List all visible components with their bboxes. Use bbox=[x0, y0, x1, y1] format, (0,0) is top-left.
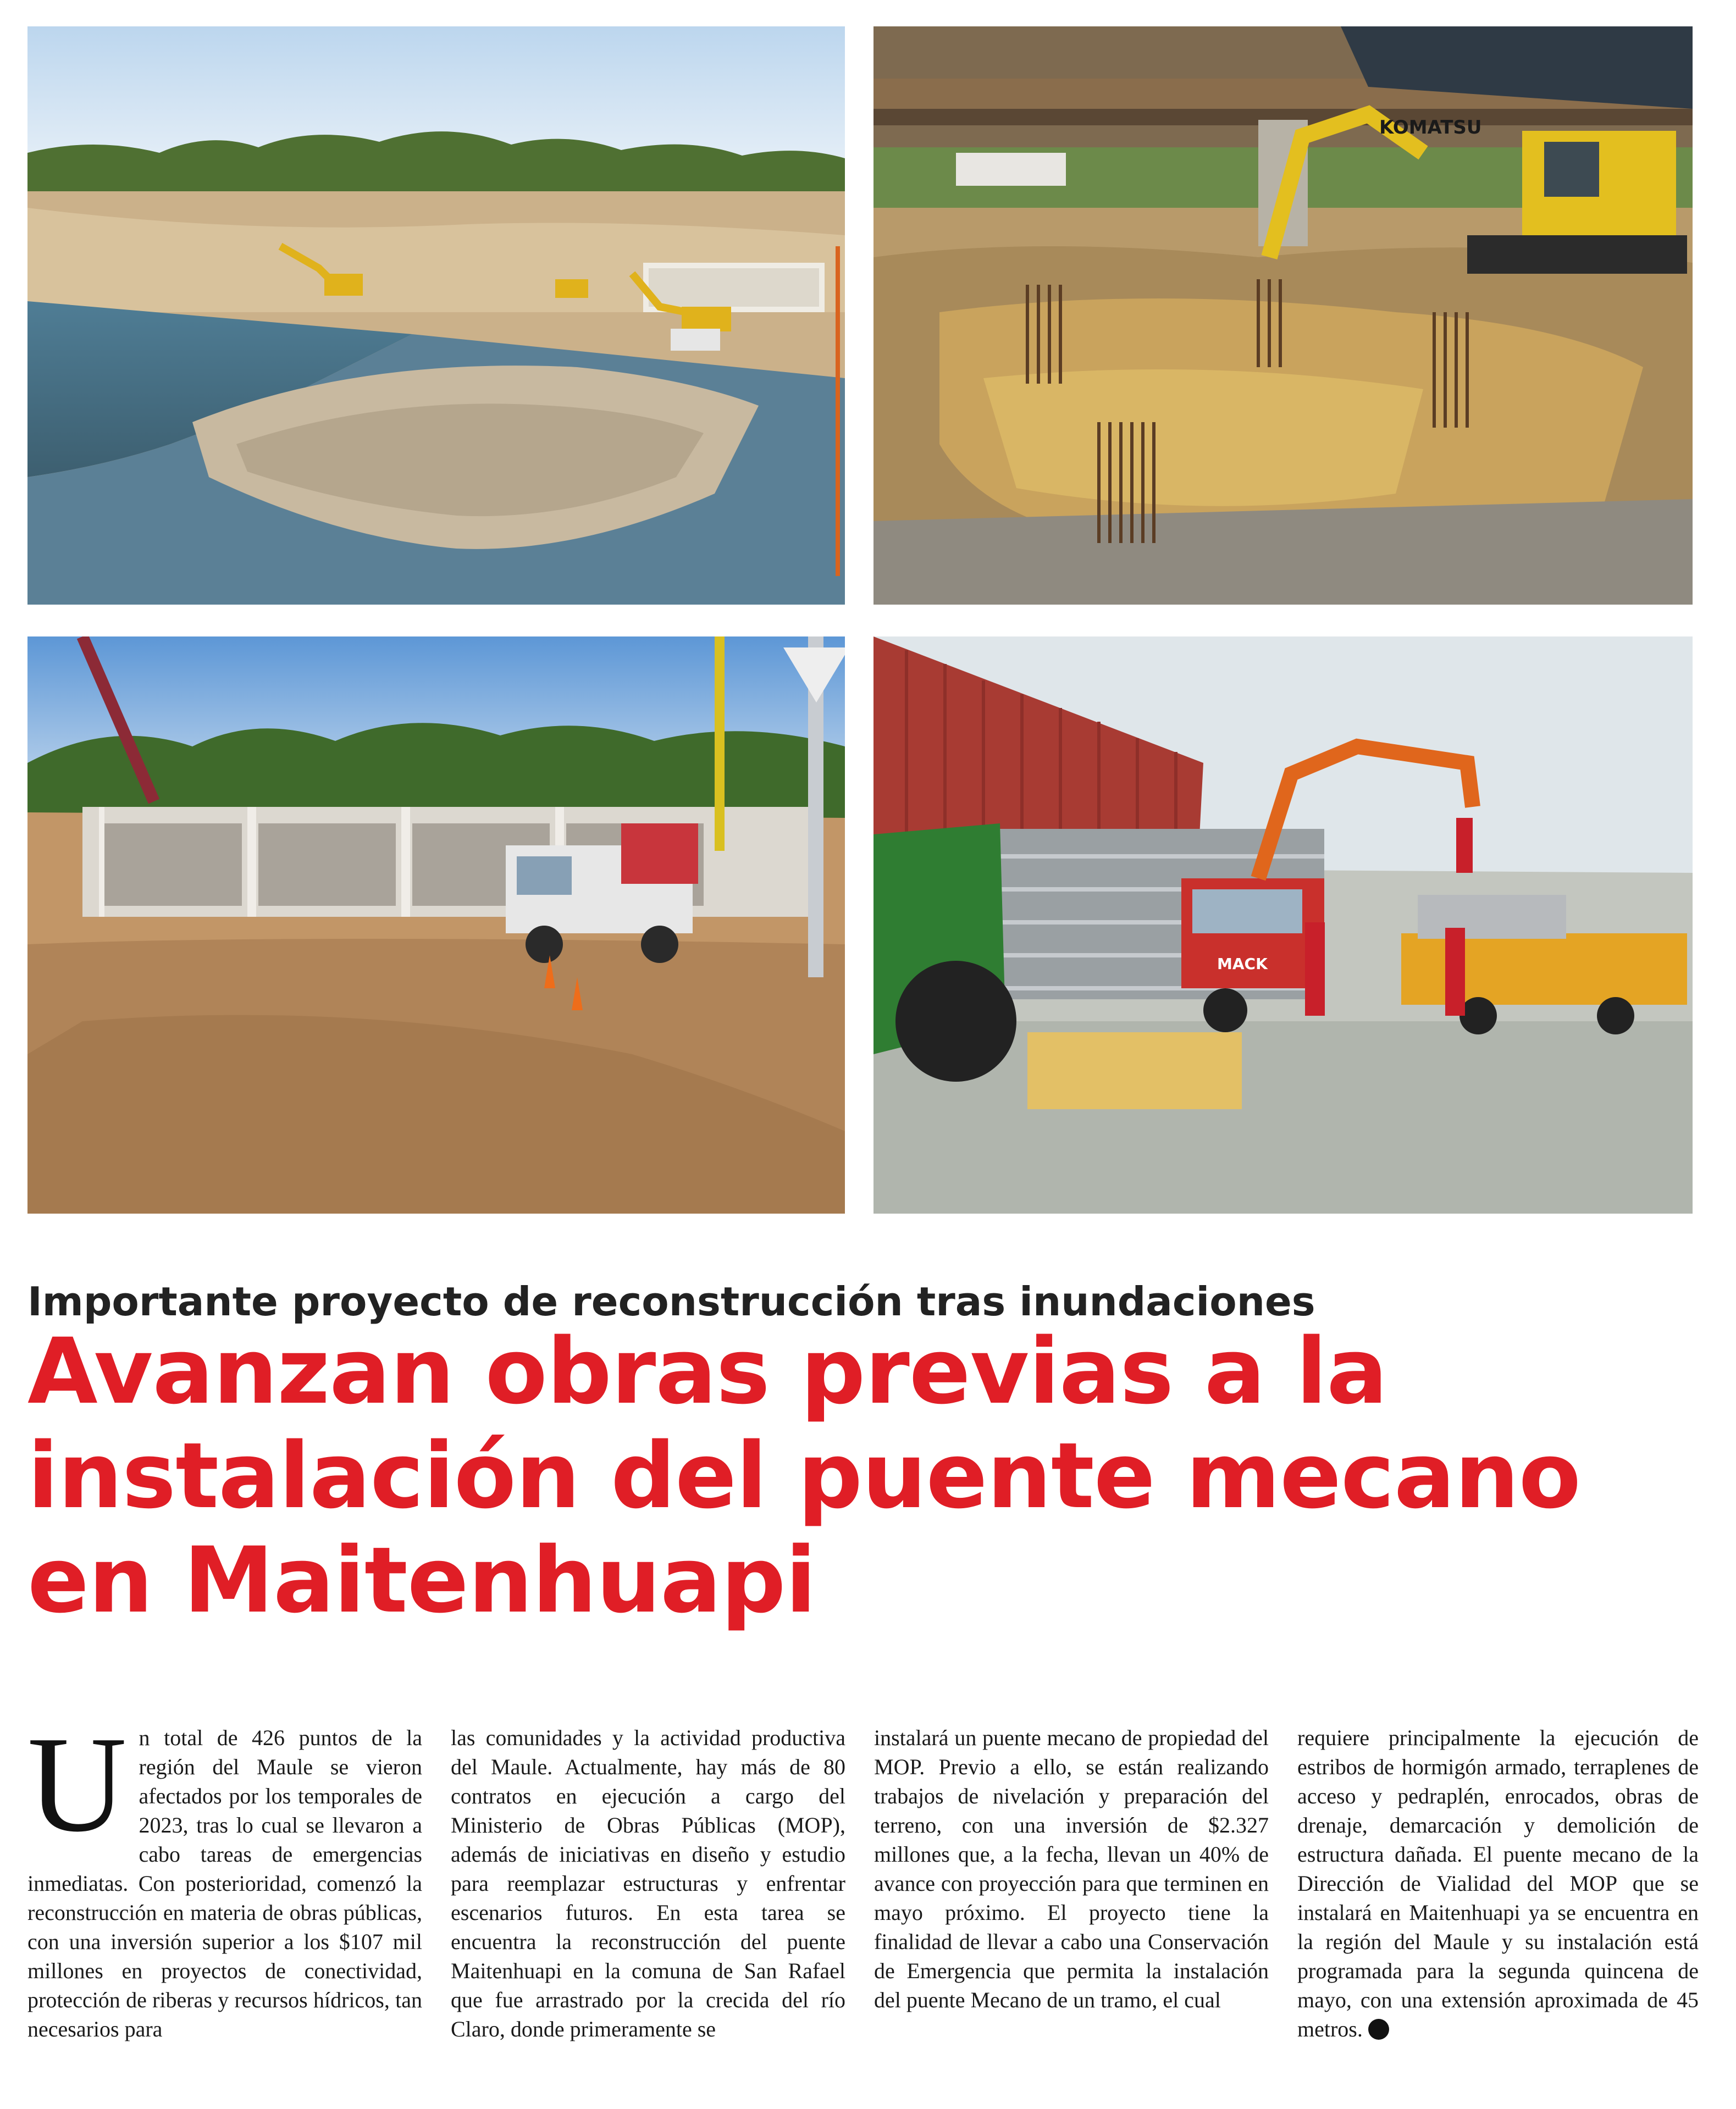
body-column-2-text: las comunidades y la actividad productiva del Maule. Actualmente, hay más de 80 contratos en ejecución a cargo del Ministerio de Obras Públicas (MOP), además de iniciativas en diseño y estudio para reemplazar estructuras y enfrentar escenarios futuros. En esta tarea se encuentra la reconstrucción del puente Maitenhuapi en la comuna de San Rafael que fue arrastrado por la crecida del río Claro, donde primeramente se bbox=[451, 1725, 845, 2041]
body-column-4-text: requiere principalmente la ejecución de estribos de hormigón armado, terraplenes de acceso y pedraplén, enrocados, obras de drenaje, demarcación y demolición de estructura dañada. El puente mecano de la Dirección de Vialidad del MOP que se instalará en Maitenhuapi ya se encuentra en la región del Maule y su instalación está programada para la segunda quincena de mayo, con una extensión aproximada de 45 metros. bbox=[1297, 1725, 1699, 2041]
headline-line-3: en Maitenhuapi bbox=[27, 1527, 816, 1633]
photo-bridge-excavation bbox=[873, 26, 1693, 605]
body-column-2 bbox=[451, 1723, 845, 2044]
end-of-article-icon bbox=[1368, 2019, 1389, 2040]
headline-line-2: instalación del puente mecano bbox=[27, 1423, 1580, 1529]
dropcap: U bbox=[27, 1708, 127, 1861]
photo-riverbank-works bbox=[27, 26, 845, 605]
body-column-4 bbox=[1297, 1723, 1699, 2044]
photo-2-brand-text: KOMATSU bbox=[1379, 117, 1482, 139]
photo-box-culverts bbox=[27, 636, 845, 1214]
article-body bbox=[27, 1708, 1699, 2097]
photo-bridge-parts-depot bbox=[873, 636, 1693, 1214]
body-column-1-text: n total de 426 puntos de la región del Maule se vieron afectados por los temporales de 2023, tras lo cual se llevaron a cabo tareas de emergencias inmediatas. Con posterioridad, comenzó la reconstrucción en materia de obras públicas, con una inversión superior a los $107 mil millones en proyectos de conectividad, protección de riberas y recursos hídricos, tan necesarios para bbox=[27, 1725, 422, 2041]
headline-line-1: Avanzan obras previas a la bbox=[27, 1319, 1387, 1424]
article-kicker: Importante proyecto de reconstrucción tras inundaciones bbox=[27, 1278, 1315, 1325]
body-column-3-text: instalará un puente mecano de propiedad del MOP. Previo a ello, se están realizando trabajos de nivelación y preparación del terreno, con una inversión de $2.327 millones que, a la fecha, llevan un 40% de avance con proyección para que terminen en mayo próximo. El proyecto tiene la finalidad de llevar a cabo una Conservación de Emergencia que permita la instalación del puente Mecano de un tramo, el cual bbox=[874, 1725, 1269, 2012]
body-column-1 bbox=[27, 1708, 422, 2044]
photo-4-brand-text: MACK bbox=[1217, 955, 1268, 973]
body-column-3 bbox=[874, 1723, 1269, 2014]
article-headline bbox=[27, 1319, 1710, 1632]
